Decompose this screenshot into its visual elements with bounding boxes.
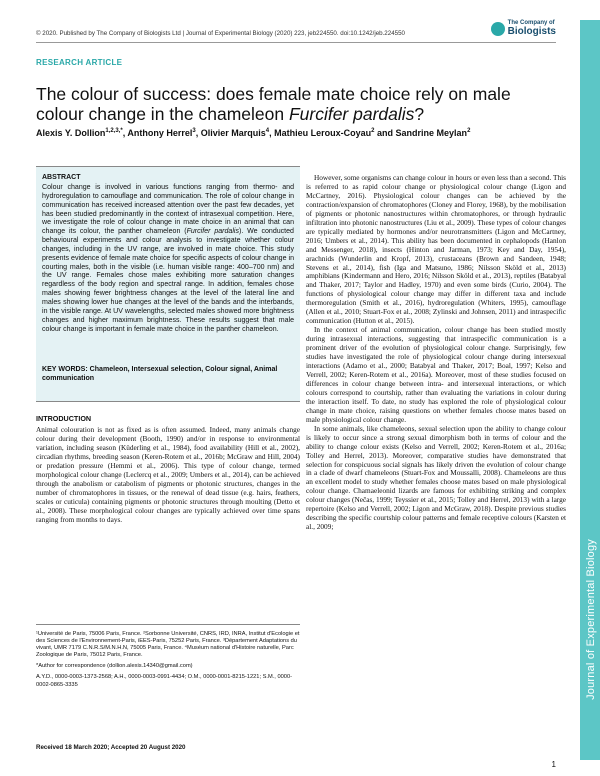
- logo-small-text: The Company of: [507, 20, 555, 26]
- sidebar-journal-name: Journal of Experimental Biology: [585, 539, 597, 700]
- body-paragraph: In the context of animal communication, colour change has been studied mostly during intrasexual interactions, suggesting that intraspecific communication is a prominent driver of the evolution of physiological colour change. Surprisingly, few studies have investigated the role of physiological colour change during intersexual interactions (Adamo et al., 2000; Batabyal and Thaker, 2017; Boal, 1997; Kelso and Verrell, 2002; Keren-Rotem et al., 2016a). Moreover, most of these studies focused on differences in colour change between intra- and intersexual interactions, or which colours correspond to courtship, rather than evaluating the variations in colour during the interaction itself. To date, no study has explored the role of physiological colour change in mate choice, raising questions on whether females choose mates based on male physiological colour change.: [306, 325, 566, 424]
- left-column: [36, 414, 300, 524]
- abstract-top-rule: [36, 166, 300, 167]
- journal-sidebar: [580, 20, 600, 760]
- author-name: Alexis Y. Dollion: [36, 128, 106, 138]
- author-list: Alexis Y. Dollion$^{1,2,3,*}$, Anthony Herrel$^3$, Olivier Marquis$^4$, Mathieu Leroux-Coyau$^2$ and Sandrine Meylan$^2$: [36, 128, 471, 138]
- keywords-list: Chameleon, Intersexual selection, Colour signal, Animal communication: [42, 366, 278, 382]
- orcid-ids: A.Y.D., 0000-0003-1373-2568; A.H., 0000-0003-0991-4434; O.M., 0000-0001-8215-1221; S.M., 0000-0002-0865-3335: [36, 674, 293, 688]
- keywords-label: KEY WORDS:: [42, 366, 88, 373]
- globe-logo-icon: [491, 22, 505, 36]
- section-label: RESEARCH ARTICLE: [36, 58, 123, 67]
- copyright-line: © 2020. Published by The Company of Biologists Ltd | Journal of Experimental Biology (2020) 223, jeb224550. doi:10.1242/jeb.224550: [36, 30, 405, 37]
- page-number: 1: [551, 760, 556, 769]
- abstract-bottom-rule: [36, 401, 300, 402]
- abstract-text-b: ). We conducted behavioural experiments and colour analysis to investigate whether colour changes, including in the UV range, are involved in mate choice. This study presents evidence of female mate choice for specific aspects of colour change in courting males, both in the visible (i.e. human visible range: 400–700 nm) and the UV range. Females chose males exhibiting more saturation changes regardless of the body region and spectral range. In addition, females chose males showing fewer brightness changes at the level of the lateral line and males showing lower hue changes at the level of the bands and the interbands, in the visible range. At UV wavelengths, selected males showed more brightness changes and higher maximum brightness. These results suggest that male colour change is important in female mate choice in the panther chameleon.: [42, 228, 294, 333]
- author-name: Olivier Marquis: [200, 128, 266, 138]
- body-paragraph: In some animals, like chameleons, sexual selection upon the ability to change colour is likely to occur since a strong sexual dimorphism both in terms of colour and the ability to change colour exists (Kelso and Verrell, 2002; Keren-Rotem et al., 2016a; Tolley and Herrel, 2013). Moreover, comparative studies have demonstrated that selection for conspicuous social signals has likely driven the evolution of colour change in a clade of dwarf chameleons (Stuart-Fox and Moussalli, 2008). Chameleons are thus an excellent model to study whether females choose mates based on male physiological colour change. Chamaeleonid lizards are famous for exhibiting striking and complex colour changes (Nečas, 1999; Teyssier et al., 2015; Tolley and Herrel, 2013) with a large repertoire (Kelso and Verrell, 2002; Ligon and McGraw, 2018). Despite previous studies describing the specific courtship colour patterns and female receptive colours (Karsten et al., 2009;: [306, 423, 566, 532]
- title-species: Furcifer pardalis: [288, 104, 415, 124]
- header-divider: [36, 42, 556, 43]
- author-affil: 2: [467, 128, 471, 134]
- author-affil: 3: [192, 128, 196, 134]
- body-paragraph: However, some organisms can change colour in hours or even less than a second. This is referred to as rapid colour change or physiological colour change (Ligon and McCartney, 2016). Physiological colour changes can be achieved by the contraction/expansion of chromatophores (Cloney and Florey, 1968), by the mobilisation of pigments or photonic nanostructures within chromatophores, or through hydraulic infiltration into photonic nanostructures (Liu et al., 2009). These types of colour changes are typically mediated by hormones and/or neurotransmitters (Ligon and McCartney, 2016; Umbers et al., 2014). This ability has been documented in cephalopods (Hanlon and Messenger, 2018), insects (Hinton and Jarman, 1973; Key and Day, 1954), arachnids (Wunderlin and Kropf, 2013), crustaceans (Brown and Sandeen, 1948; Stevens et al., 2014), fish (Iga and Matsuno, 1986; Nilsson Sköld et al., 2013) amphibians (Kindermann and Hero, 2016; Nilsson Sköld et al., 2013), reptiles (Batabyal and Thaker, 2017; Taylor and Hadley, 1970) and even some birds (Curio, 2004). The functions of physiological colour change may differ in different taxa and include thermoregulation (Smith et al., 2016), hydroregulation (Whiters, 1995), camouflage (Allen et al., 2010; Stuart-Fox et al., 2008; Zylinski and Johnsen, 2011) and intraspecific communication (Hutton et al., 2015).: [306, 173, 566, 326]
- logo-text: [508, 20, 556, 37]
- title-main: The colour of success: does female mate choice rely on male colour change in the chameleon: [36, 84, 511, 124]
- publisher-logo: [491, 20, 556, 37]
- author-name: Mathieu Leroux-Coyau: [274, 128, 372, 138]
- correspondence: *Author for correspondence (dollion.alexis.14340@gmail.com): [36, 663, 193, 670]
- abstract-species: Furcifer pardalis: [186, 228, 239, 236]
- intro-body: [36, 426, 300, 524]
- abstract-text-a: Colour change is involved in various functions ranging from thermo- and hydroregulation to camouflage and communication. The role of colour change in communication has received increased attention over the past few decades, yet has been studied predominantly in the context of intrasexual competition. Here, we investigate the role of colour change in mate choice in an animal that can change its colour, the panther chameleon (: [42, 184, 294, 236]
- abstract-box: [36, 166, 300, 402]
- author-name: Anthony Herrel: [127, 128, 193, 138]
- abstract-heading: ABSTRACT: [42, 174, 81, 181]
- received-dates: Received 18 March 2020; Accepted 20 August 2020: [36, 744, 186, 751]
- right-column: [306, 174, 566, 532]
- footnotes: [36, 624, 300, 693]
- intro-heading: INTRODUCTION: [36, 414, 92, 423]
- keywords: [42, 366, 294, 384]
- author-affil: 4: [265, 128, 270, 134]
- intro-paragraph: Animal colouration is not as fixed as is often assumed. Indeed, many animals change colour during their development (Booth, 1990) and/or in response to environmental variation, including season (Küderling et al., 1984), food availability (Hill et al., 2002), circadian rhythms, breeding season (Keren-Rotem et al., 2016b; McGraw and Hill, 2004) or predation pressure (Hemmi et al., 2006). This type of colour change, termed morphological colour change (Leclercq et al., 2009; Umbers et al., 2014), can be achieved through the anabolism or catabolism of pigments or photonic structures, changes in the number of chromatophores in tissues, or the renewal of dead tissue (e.g. hairs, feathers, scales or cuticula) containing pigments or photonic structures through moulting (Detto et al., 2008). These morphological colour changes are typically achieved over time spans ranging from months to days.: [36, 425, 300, 524]
- title-end: ?: [414, 104, 425, 124]
- article-title: [36, 84, 556, 124]
- abstract-text: [42, 184, 294, 334]
- logo-big-text: Biologists: [507, 26, 556, 37]
- affiliations: ¹Université de Paris, 75006 Paris, France. ²Sorbonne Université, CNRS, IRD, INRA, Institut d'Ecologie et des Sciences de l'Environnement-Paris, iEES-Paris, 75252 Paris, France. ³Département Adaptations du vivant, UMR 7179 C.N.R.S/M.N.H.N, 75005 Paris, France. ⁴Muséum national d'Histoire naturelle, Parc Zoologique de Paris, 75012 Paris, France.: [36, 631, 300, 659]
- author-name: Sandrine Meylan: [395, 128, 468, 138]
- author-affil: 1,2,3,*: [105, 128, 123, 134]
- author-affil: 2: [371, 128, 375, 134]
